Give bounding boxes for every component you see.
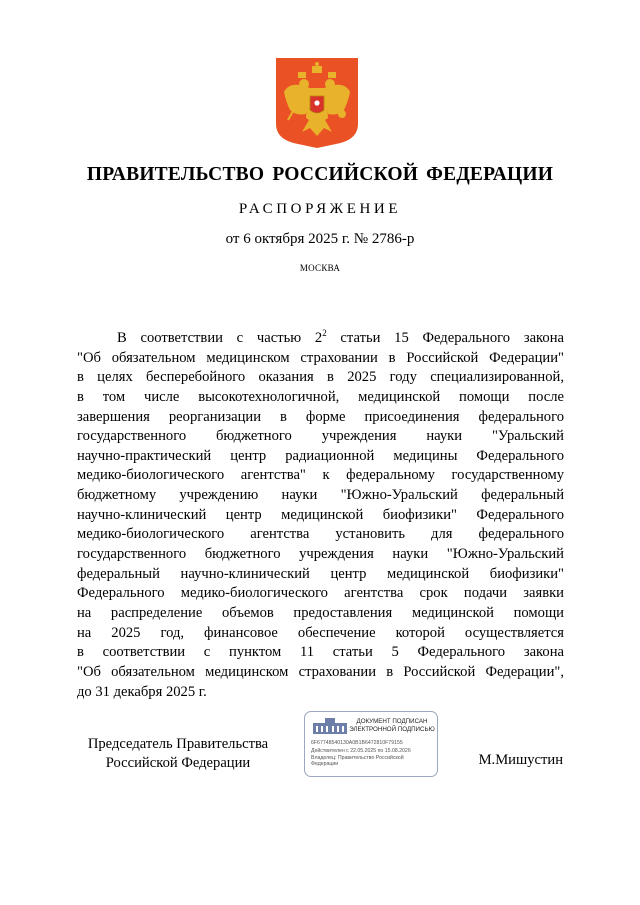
signer-position-line: Российской Федерации	[105, 755, 251, 771]
body-line: завершения реорганизации в форме присоединения федерального	[77, 408, 564, 425]
body-line: на распределение объемов предоставления медицинской помощи	[77, 604, 564, 621]
body-line: бюджетному учреждению науки "Южно-Уральский федеральный	[77, 487, 564, 504]
certificate-owner: Федерации	[311, 761, 339, 767]
body-line: в том числе высокотехнологичной, медицинской помощи после	[77, 388, 564, 405]
document-date-number: от 6 октября 2025 г. № 2786-р	[225, 231, 415, 247]
document-city: МОСКВА	[299, 263, 341, 273]
body-line: медико-биологического агентства" к федеральному государственному	[77, 467, 564, 484]
government-title: ПРАВИТЕЛЬСТВО РОССИЙСКОЙ ФЕДЕРАЦИИ	[86, 164, 554, 185]
coat-of-arms-icon	[276, 58, 358, 148]
stamp-title: ДОКУМЕНТ ПОДПИСАН ЭЛЕКТРОННОЙ ПОДПИСЬЮ	[349, 718, 435, 733]
document-type: РАСПОРЯЖЕНИЕ	[238, 201, 402, 217]
body-line: научно-практический центр радиационной медицины Федерального	[77, 447, 564, 464]
body-line: научно-клинический центр медицинской биофизики" Федерального	[77, 506, 564, 523]
body-line: "Об обязательном медицинском страховании в Российской Федерации",	[77, 663, 564, 680]
certificate-number: 6F67748540130A0B1B6472810F79155	[311, 740, 403, 746]
body-line: в целях бесперебойного оказания в 2025 году специализированной,	[77, 369, 564, 386]
government-building-icon	[311, 717, 349, 735]
order-text	[77, 329, 564, 702]
certificate-validity: Действителен с 22.05.2025 по 15.08.2026	[311, 748, 411, 754]
signer-position-line: Председатель Правительства	[87, 736, 269, 752]
body-line: Федерального медико-биологического агентства срок подачи заявки	[77, 585, 564, 602]
body-line: государственного бюджетного учреждения науки "Уральский	[77, 428, 564, 445]
signer-position	[78, 735, 278, 773]
body-line: в соответствии с пунктом 11 статьи 5 Федерального закона	[77, 644, 564, 661]
body-line: В соответствии с частью $2^2$ статьи 15 Федерального закона	[117, 328, 564, 346]
electronic-signature-stamp	[304, 711, 438, 777]
body-line: на 2025 год, финансовое обеспечение которой осуществляется	[77, 624, 564, 641]
body-line: государственного бюджетного учреждения науки "Южно-Уральский	[77, 546, 564, 563]
certificate-owner: Владелец: Правительство Российской	[311, 755, 404, 761]
superscript: 2	[322, 328, 327, 338]
body-line: федеральный научно-клинический центр медицинской биофизики"	[77, 565, 564, 582]
body-line: "Об обязательном медицинском страховании в Российской Федерации"	[77, 349, 564, 366]
signer-name: М.Мишустин	[478, 752, 563, 768]
body-line: до 31 декабря 2025 г.	[77, 683, 207, 700]
body-line: медико-биологического агентства установить для федерального	[77, 526, 564, 543]
